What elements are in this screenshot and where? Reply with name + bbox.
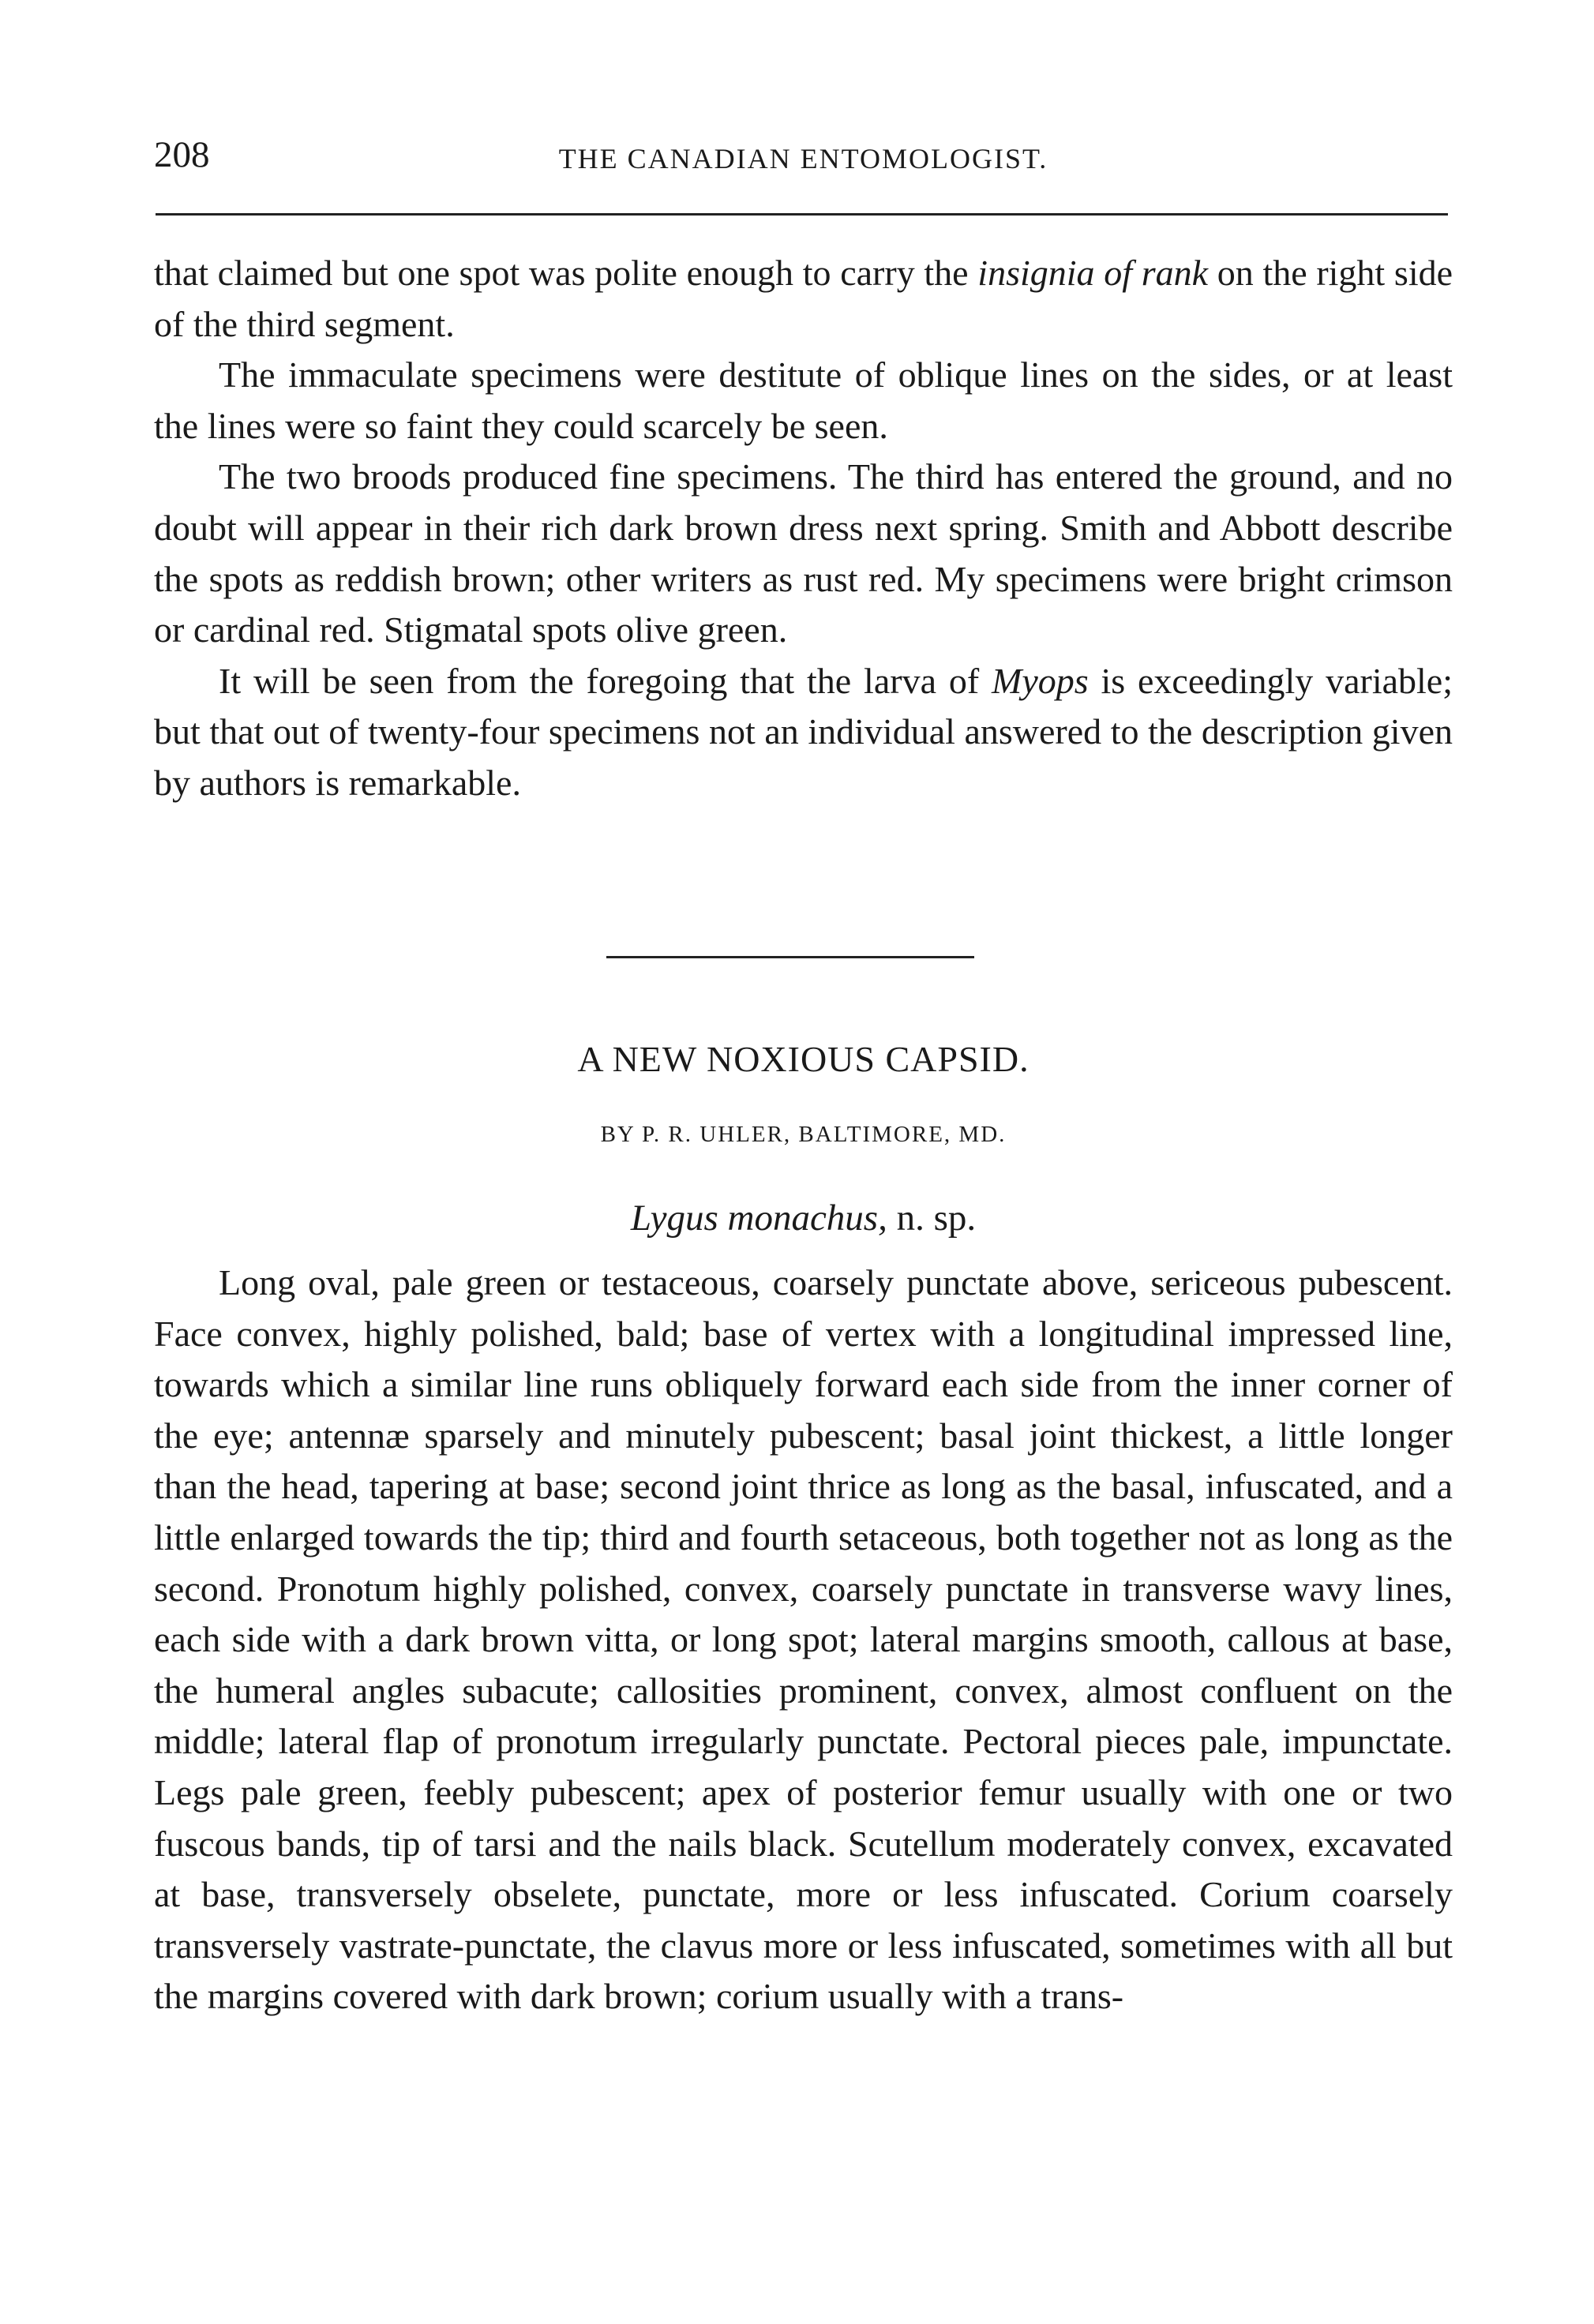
text-run: that claimed but one spot was polite enough to carry the <box>154 253 978 293</box>
species-heading <box>154 1194 1453 1242</box>
page-number: 208 <box>154 134 210 175</box>
text-run: It will be seen from the foregoing that the larva of <box>219 660 992 701</box>
species-suffix: n. sp. <box>887 1198 977 1239</box>
section-separator-rule <box>606 956 974 958</box>
italic-text: Myops <box>992 660 1089 701</box>
text-run: on the right side of the third segment. <box>154 253 1453 344</box>
text-run: is exceedingly variable; but that out of twenty-four specimens not an individual answered to the description given by authors is remarkable. <box>154 660 1453 803</box>
continuation-paragraph <box>154 452 1453 655</box>
text-run: Long oval, pale green or testaceous, coarsely punctate above, sericeous pubescent. Face convex, highly polished, bald; base of vertex with a longitudinal impressed line, towards which a similar line runs obliquely forward each side from the inner corner of the eye; antennæ sparsely and minutely pubescent; basal joint thickest, a little longer than the head, tapering at base; second joint thrice as long as the basal, infuscated, and a little enlarged towards the tip; third and fourth setaceous, both together not as long as the second. Pronotum highly polished, convex, coarsely punctate in transverse wavy lines, each side with a dark brown vitta, or long spot; lateral margins smooth, callous at base, the humeral angles subacute; callosities prominent, convex, almost confluent on the middle; lateral flap of pronotum irregularly punctate. Pectoral pieces pale, impunctate. Legs pale green, feebly pubescent; apex of posterior femur usually with one or two fuscous bands, tip of tarsi and the nails black. Scutellum moderately convex, excavated at base, transversely obselete, punctate, more or less infuscated. Corium coarsely transversely vastrate-punctate, the clavus more or less infuscated, sometimes with all but the margins covered with dark brown; corium usually with a trans- <box>154 1262 1453 2017</box>
text-run: The two broods produced fine specimens. The third has entered the ground, and no doubt will appear in their rich dark brown dress next spring. Smith and Abbott describe the spots as reddish brown; other writers as rust red. My specimens were bright crimson or cardinal red. Stigmatal spots olive green. <box>154 456 1453 650</box>
continuation-paragraph <box>154 656 1453 809</box>
description-text <box>154 1258 1453 2022</box>
italic-text: insignia of rank <box>977 253 1209 293</box>
article-paragraph <box>154 1258 1453 2022</box>
continuation-text <box>154 248 1453 809</box>
article-byline: BY P. R. UHLER, BALTIMORE, MD. <box>600 1122 1007 1147</box>
running-title: THE CANADIAN ENTOMOLOGIST. <box>558 143 1048 174</box>
text-run: The immaculate specimens were destitute of oblique lines on the sides, or at least the lines were so faint they could scarcely be seen. <box>154 354 1453 446</box>
header-rule <box>156 213 1448 216</box>
page-header <box>154 133 1453 180</box>
continuation-paragraph <box>154 350 1453 452</box>
continuation-paragraph <box>154 248 1453 350</box>
species-name: Lygus monachus, <box>630 1198 887 1239</box>
article-title: A NEW NOXIOUS CAPSID. <box>577 1039 1030 1079</box>
